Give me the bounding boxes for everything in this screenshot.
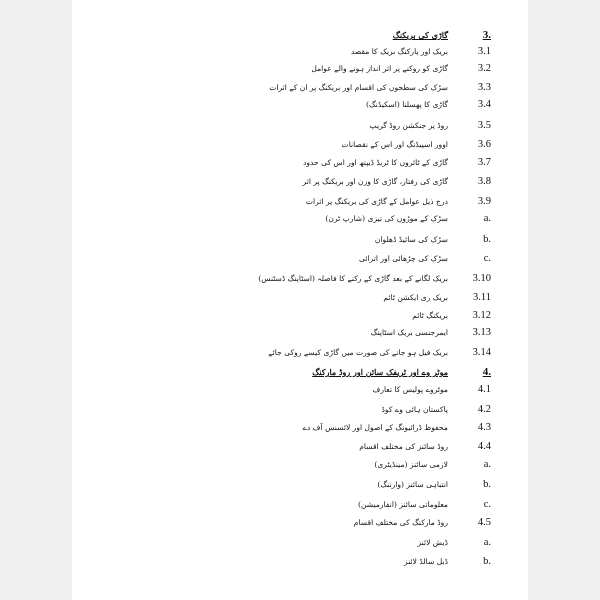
entry-title: درج ذیل عوامل کے گاڑی کی بریکنگ پر اثرات — [305, 197, 448, 206]
entry-title: محفوظ ڈرائیونگ کے اصول اور لائسنس آف دے — [302, 423, 448, 432]
toc-entry — [72, 193, 528, 211]
entry-title: روڈ پر جنکشن روڈ گریپ — [369, 121, 448, 130]
entry-title: بریک اور پارکنگ بریک کا مقصد — [350, 47, 448, 56]
entry-title: روڈ مارکنگ کی مختلف اقسام — [353, 518, 448, 527]
entry-title: موٹر وے اور ٹریفک سائن اور روڈ مارکنگ — [312, 367, 448, 377]
entry-title: گاڑی کا پھسلنا (اسکیڈنگ) — [366, 100, 448, 109]
entry-title: موٹروے پولیس کا تعارف — [372, 385, 448, 394]
entry-number: b. — [483, 556, 491, 567]
entry-number: 3.8 — [477, 176, 491, 187]
entry-title: بریک لگانے کے بعد گاڑی کے رکنے کا فاصلہ (اسٹاپنگ ڈسٹنس) — [258, 274, 448, 283]
entry-title: معلوماتی سائنز (انفارمیشن) — [358, 500, 448, 509]
entry-number: 4.4 — [477, 441, 491, 452]
entry-number: b. — [483, 479, 491, 490]
toc-entry — [72, 476, 528, 494]
entry-title: بریکنگ ٹائم — [412, 311, 448, 320]
toc-entry — [72, 43, 528, 61]
toc-entry — [72, 456, 528, 474]
toc-entry — [72, 289, 528, 307]
entry-title: ڈبل سالڈ لائنز — [404, 557, 448, 566]
entry-title: گاڑی کو روکنے پر اثر انداز ہونے والے عوامل — [311, 64, 448, 73]
entry-number: 4.5 — [477, 517, 491, 528]
entry-number: 3.5 — [477, 120, 491, 131]
entry-number: 3.13 — [472, 327, 491, 338]
entry-number: 3.12 — [472, 310, 491, 321]
entry-number: 3.9 — [477, 196, 491, 207]
entry-title: سڑک کے موڑوں کی تیزی (شارپ ٹرن) — [325, 214, 448, 223]
section-heading — [72, 26, 528, 44]
toc-entry — [72, 419, 528, 437]
entry-number: c. — [483, 253, 491, 264]
entry-number: a. — [483, 213, 491, 224]
toc-entry — [72, 60, 528, 78]
entry-number: 3. — [482, 29, 491, 41]
toc-entry — [72, 154, 528, 172]
toc-entry — [72, 231, 528, 249]
entry-title: ایمرجنسی بریک اسٹاپنگ — [370, 328, 448, 337]
entry-title: بریک ری ایکشن ٹائم — [383, 293, 448, 302]
entry-number: 3.2 — [477, 63, 491, 74]
entry-title: انتباہی سائنز (وارننگ) — [377, 480, 448, 489]
entry-title: سڑک کی چڑھائی اور اترائی — [358, 254, 448, 263]
entry-number: 4.3 — [477, 422, 491, 433]
entry-number: 3.1 — [477, 46, 491, 57]
toc-entry — [72, 96, 528, 114]
entry-number: 3.6 — [477, 139, 491, 150]
entry-number: 3.3 — [477, 82, 491, 93]
entry-number: 3.14 — [472, 347, 491, 358]
toc-entry — [72, 534, 528, 552]
entry-number: 3.10 — [472, 273, 491, 284]
entry-title: گاڑی کے ٹائروں کا ٹریڈ ڈیپتھ اور اس کی حدود — [302, 158, 448, 167]
toc-entry — [72, 270, 528, 288]
entry-title: روڈ سائنز کی مختلف اقسام — [359, 442, 448, 451]
toc-entry — [72, 136, 528, 154]
toc-entry — [72, 117, 528, 135]
toc-entry — [72, 173, 528, 191]
entry-title: پاکستان ہائی وے کوڈ — [381, 405, 448, 414]
toc-entry — [72, 438, 528, 456]
document-page — [72, 0, 528, 600]
entry-number: a. — [483, 459, 491, 470]
toc-entry — [72, 496, 528, 514]
entry-title: لازمی سائنز (مینڈیٹری) — [374, 460, 448, 469]
toc-entry — [72, 514, 528, 532]
entry-number: 3.4 — [477, 99, 491, 110]
entry-title: بریک فیل ہو جانے کی صورت میں گاڑی کیسے روکی جائے — [268, 348, 448, 357]
entry-title: اوور اسپیڈنگ اور اس کے نقصانات — [341, 140, 448, 149]
entry-title: گاڑی کی بریکنگ — [392, 30, 448, 40]
entry-number: c. — [483, 499, 491, 510]
entry-number: 3.11 — [473, 292, 491, 303]
entry-number: b. — [483, 234, 491, 245]
section-heading — [72, 363, 528, 381]
entry-number: 4.1 — [477, 384, 491, 395]
toc-entry — [72, 250, 528, 268]
entry-title: سڑک کی سائیڈ ڈھلوان — [374, 235, 448, 244]
toc-entry — [72, 401, 528, 419]
toc-entry — [72, 324, 528, 342]
entry-title: ڈیش لائنز — [417, 538, 448, 547]
entry-number: 4. — [482, 366, 491, 378]
toc-entry — [72, 210, 528, 228]
entry-title: سڑک کی سطحوں کی اقسام اور بریکنگ پر ان کے اثرات — [269, 83, 448, 92]
toc-entry — [72, 553, 528, 571]
toc-entry — [72, 79, 528, 97]
entry-title: گاڑی کی رفتار، گاڑی کا وزن اور بریکنگ پر اثر — [302, 177, 448, 186]
toc-entry — [72, 344, 528, 362]
toc-entry — [72, 381, 528, 399]
toc-entry — [72, 307, 528, 325]
entry-number: a. — [483, 537, 491, 548]
entry-number: 3.7 — [477, 157, 491, 168]
entry-number: 4.2 — [477, 404, 491, 415]
